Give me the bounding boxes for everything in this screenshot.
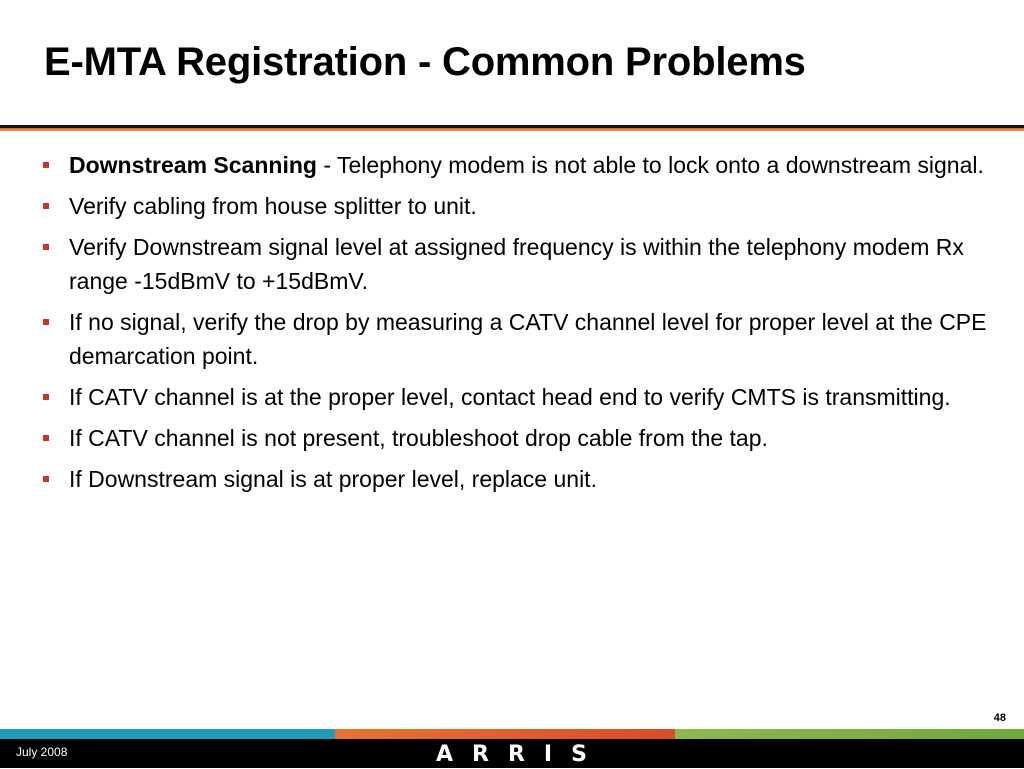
bullet-text: If no signal, verify the drop by measuring a CATV channel level for proper level at the CPE demarcation point. [69,309,987,369]
bullet-list [42,148,992,503]
bullet-item [42,305,992,373]
bullet-item [42,421,992,455]
square-bullet-icon [43,394,49,400]
square-bullet-icon [43,203,49,209]
title-divider [0,125,1024,131]
bullet-item [42,189,992,223]
bullet-text: If Downstream signal is at proper level, replace unit. [69,466,597,492]
page-number: 48 [993,712,1006,724]
footer-date: July 2008 [16,745,68,759]
bullet-text: Verify Downstream signal level at assigned frequency is within the telephony modem Rx range -15dBmV to +15dBmV. [69,234,964,294]
bullet-lead: Downstream Scanning [69,152,317,178]
bullet-text: Verify cabling from house splitter to unit. [69,193,477,219]
bullet-item [42,380,992,414]
footer-color-stripe [0,729,1024,739]
square-bullet-icon [43,319,49,325]
bullet-text: - Telephony modem is not able to lock onto a downstream signal. [316,152,984,178]
bullet-item [42,148,992,182]
slide-title: E-MTA Registration - Common Problems [44,40,806,84]
bullet-text: If CATV channel is not present, troubleshoot drop cable from the tap. [69,425,768,451]
bullet-item [42,230,992,298]
square-bullet-icon [43,162,49,168]
bullet-text: If CATV channel is at the proper level, contact head end to verify CMTS is transmitting. [69,384,951,410]
arris-logo: ARRIS [436,742,606,767]
square-bullet-icon [43,435,49,441]
square-bullet-icon [43,476,49,482]
bullet-item [42,462,992,496]
square-bullet-icon [43,244,49,250]
